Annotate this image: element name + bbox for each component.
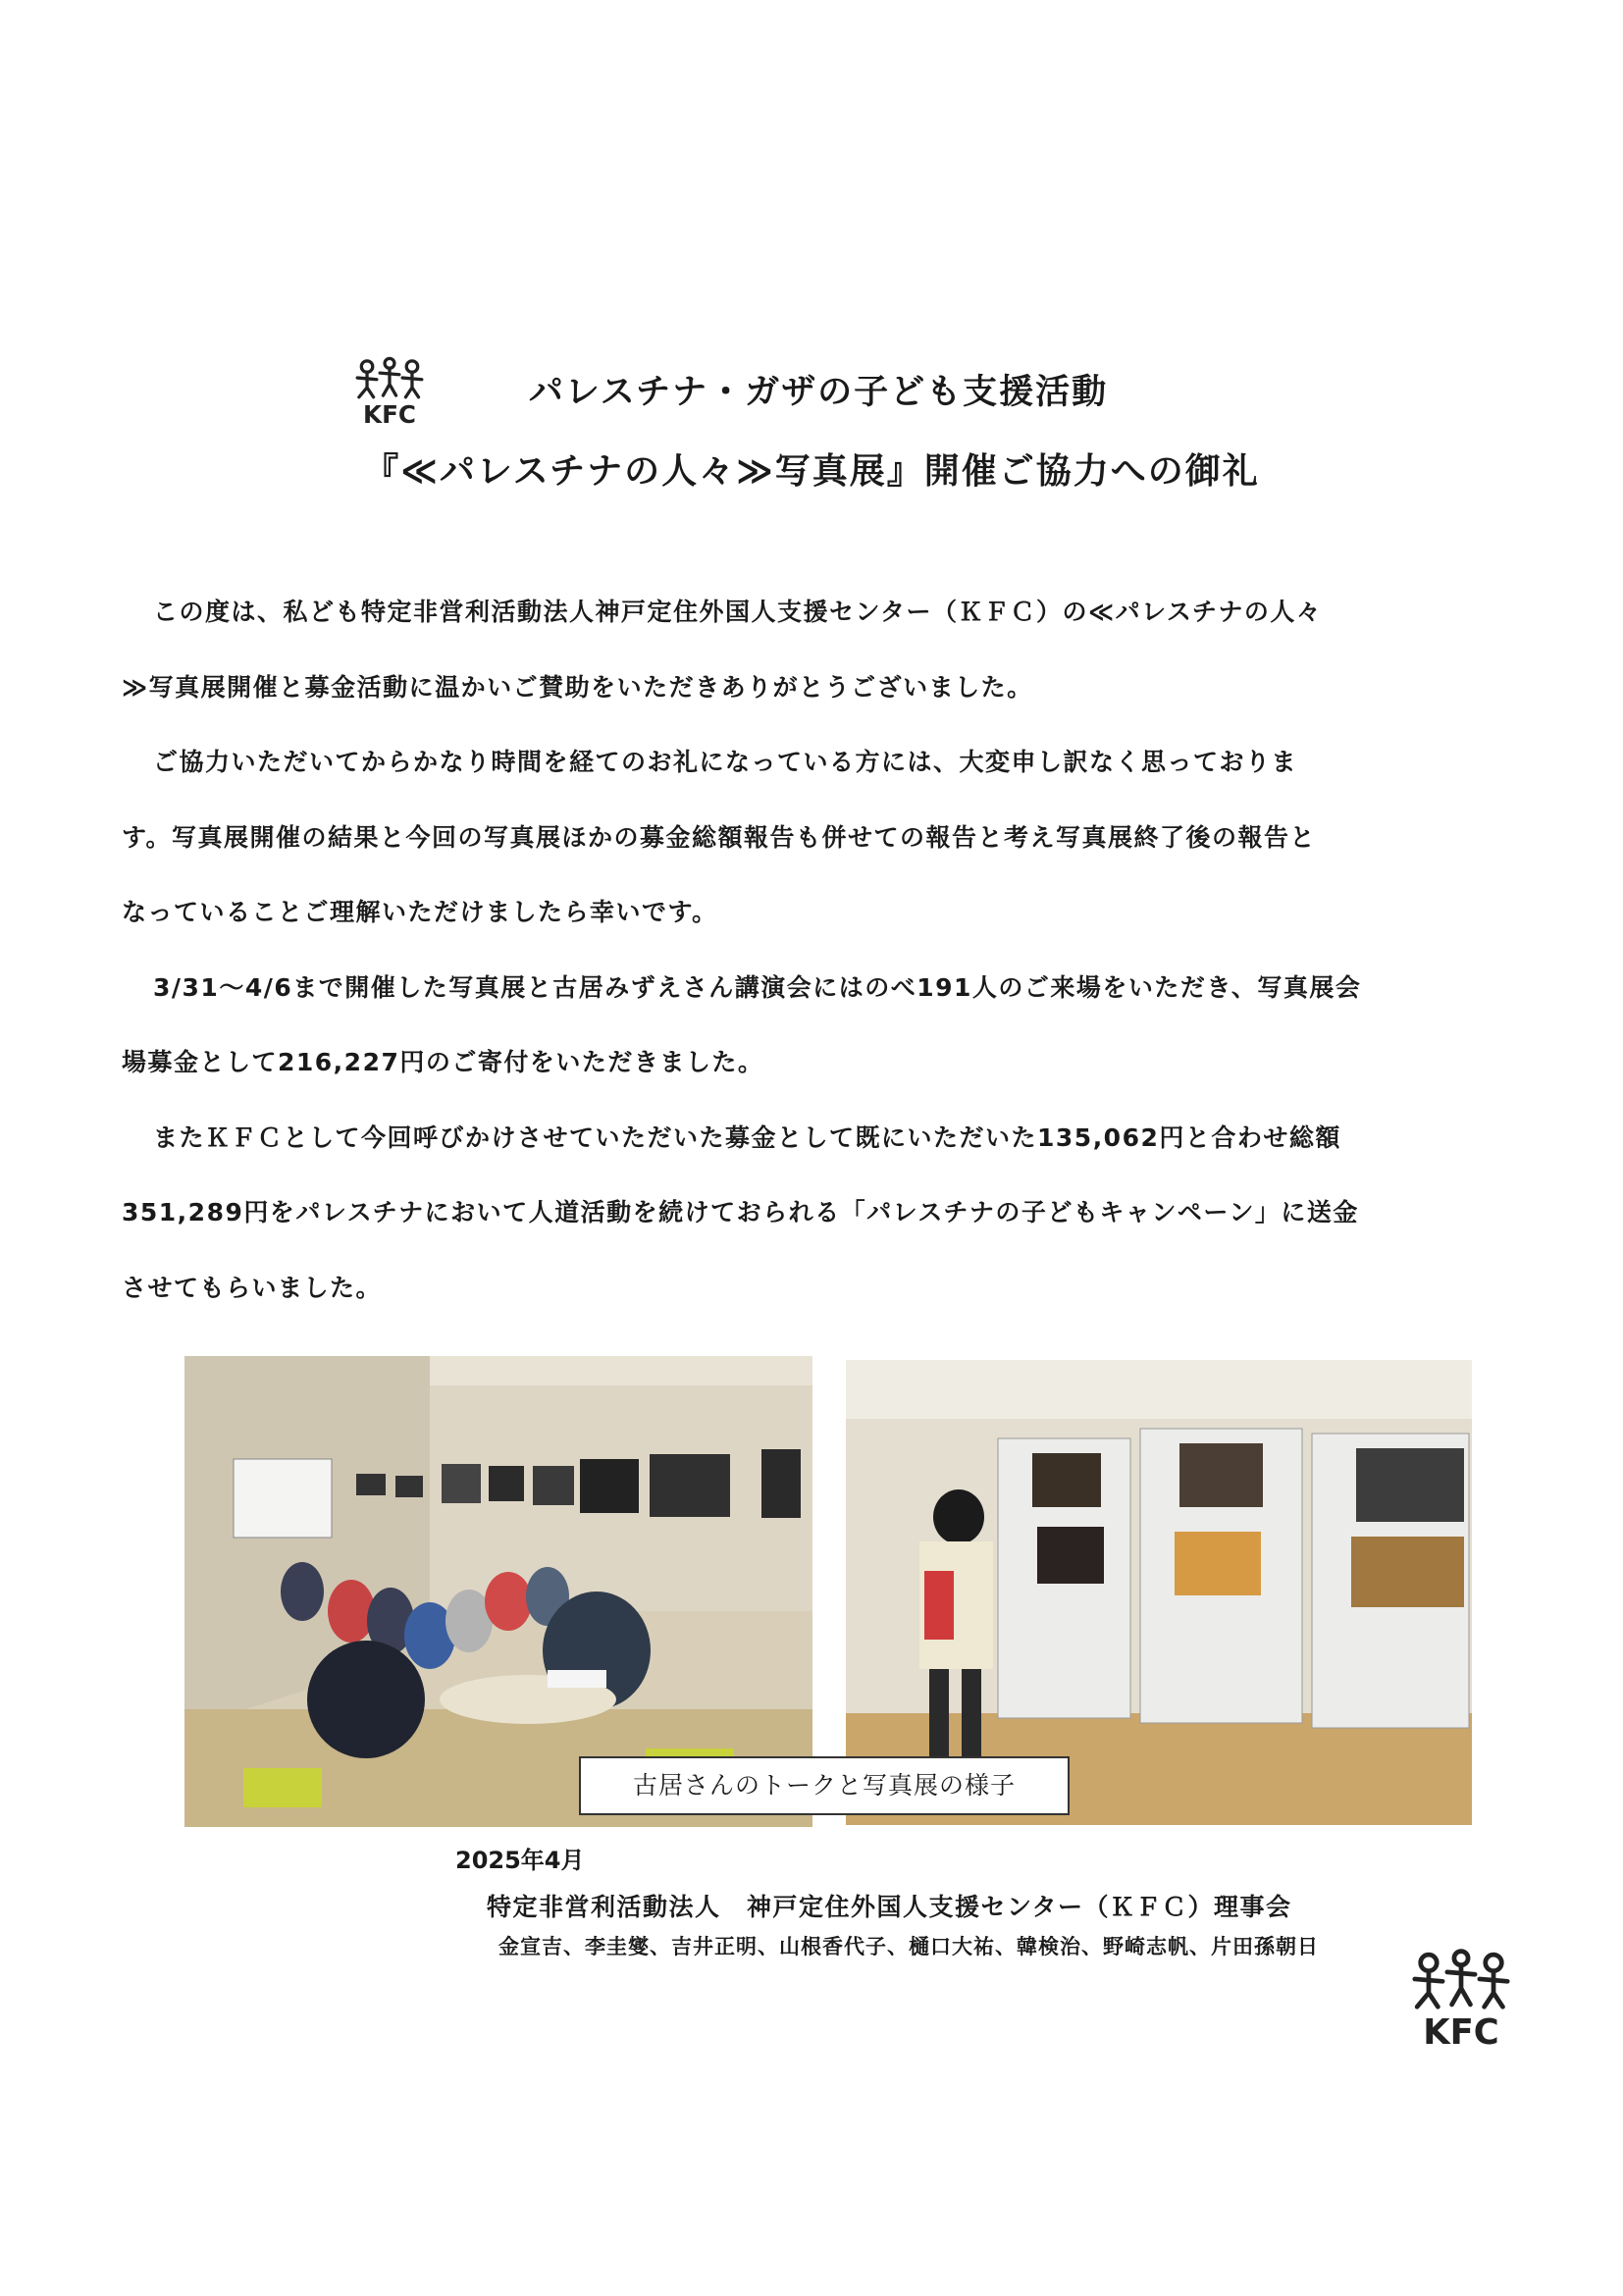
- body-line: またＫＦＣとして今回呼びかけさせていただいた募金として既にいただいた135,062円と合わせ総額: [153, 1122, 1341, 1152]
- body-line: 351,289円をパレスチナにおいて人道活動を続けておられる「パレスチナの子どもキャンペーン」に送金: [122, 1198, 1359, 1226]
- body-line: この度は、私ども特定非営利活動法人神戸定住外国人支援センター（ＫＦＣ）の≪パレスチナの人々: [153, 598, 1323, 626]
- body-line: 場募金として216,227円のご寄付をいただきました。: [122, 1048, 764, 1076]
- body-line: 3/31～4/6まで開催した写真展と古居みずえさん講演会にはのべ191人のご来場をいただき、写真展会: [153, 972, 1362, 1002]
- board-member-names: 金宣吉、李圭燮、吉井正明、山根香代子、樋口大祐、韓検治、野崎志帆、片田孫朝日: [498, 1935, 1319, 1958]
- kfc-logo-footer: [1403, 1945, 1519, 2053]
- photo-caption: 古居さんのトークと写真展の様子: [579, 1756, 1070, 1815]
- kfc-logo-footer-graphic: [1403, 1945, 1519, 2053]
- kfc-logo-text: KFC: [363, 399, 416, 428]
- body-line: ご協力いただいてからかなり時間を経てのお礼になっている方には、大変申し訳なく思っておりま: [153, 748, 1298, 776]
- title-line-1: パレスチナ・ガザの子ども支援活動: [528, 373, 1109, 412]
- body-line: ≫写真展開催と募金活動に温かいご賛助をいただきありがとうございました。: [122, 672, 1033, 702]
- organization-name: 特定非営利活動法人 神戸定住外国人支援センター（ＫＦＣ）理事会: [487, 1893, 1292, 1921]
- body-text: [122, 593, 1515, 1343]
- body-line: させてもらいました。: [122, 1273, 383, 1302]
- photo-exhibition: [846, 1360, 1472, 1825]
- body-line: なっていることご理解いただけましたら幸いです。: [122, 898, 718, 926]
- title-line-2: 『≪パレスチナの人々≫写真展』開催ご協力への御礼: [363, 451, 1260, 492]
- issue-date: 2025年4月: [455, 1847, 585, 1874]
- kfc-logo-footer-text: KFC: [1423, 2012, 1499, 2053]
- body-line: す。写真展開催の結果と今回の写真展ほかの募金総額報告も併せての報告と考え写真展終了後の報告と: [122, 822, 1317, 852]
